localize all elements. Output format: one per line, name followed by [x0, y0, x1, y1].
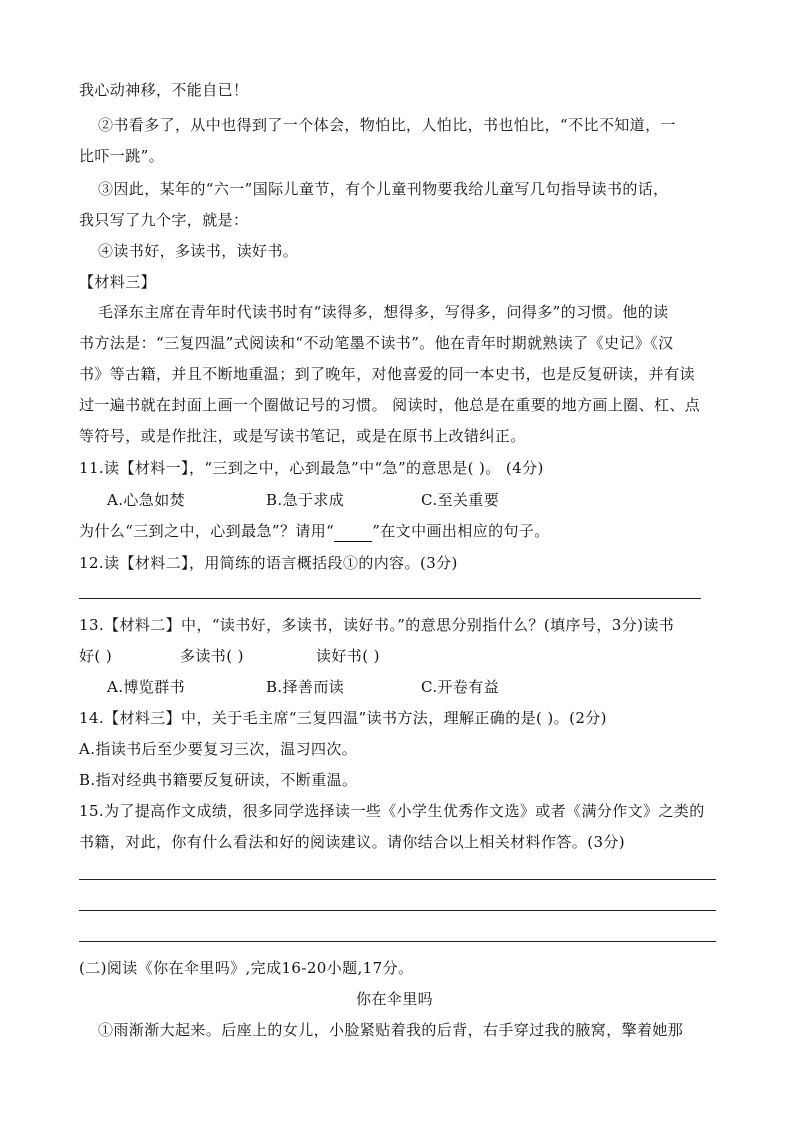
q11-option-b: B.急于求成	[266, 491, 345, 509]
q11-follow-text-b: ”在文中画出相应的句子。	[372, 522, 550, 540]
question-15-line-2: 书籍，对此，你有什么看法和好的阅读建议。请你结合以上相关材料作答。(3分)	[79, 833, 626, 851]
q14-option-b: B.指对经典书籍要反复研读，不断重温。	[79, 771, 358, 789]
q13-option-c: C.开卷有益	[421, 678, 500, 696]
q15-answer-line-2[interactable]	[79, 910, 716, 911]
q11-option-a: A.心急如焚	[107, 491, 186, 509]
underline-sample	[334, 521, 372, 542]
q11-follow-text-a: 为什么“三到之中，心到最急”？请用“	[79, 522, 335, 540]
q13-blank-1: 好( )	[79, 647, 113, 665]
paragraph-4: ④读书好，多读书，读好书。	[98, 242, 299, 260]
section-2-heading: (二)阅读《你在伞里吗》,完成16-20小题,17分。	[79, 959, 414, 977]
q15-answer-line-1[interactable]	[79, 879, 716, 880]
material-3-line-2: 书方法是：“三复四温”式阅读和“不动笔墨不读书”。他在青年时期就熟读了《史记》《汉	[79, 334, 674, 352]
question-11-follow-up	[79, 521, 550, 542]
material-3-heading: 【材料三】	[79, 273, 157, 291]
paragraph-continuation: 我心动神移，不能自已！	[79, 81, 249, 99]
material-3-line-1: 毛泽东主席在青年时代读书时有“读得多，想得多，写得多，问得多”的习惯。他的读	[98, 303, 669, 321]
question-11: 11.读【材料一】，“三到之中，心到最急”中“急”的意思是( )。 (4分)	[79, 459, 544, 477]
story-paragraph-1: ①雨渐渐大起来。后座上的女儿，小脸紧贴着我的后背，右手穿过我的腋窝，擎着她那	[98, 1021, 684, 1039]
question-14: 14.【材料三】中，关于毛主席“三复四温”读书方法，理解正确的是( )。(2分)	[79, 709, 607, 727]
paragraph-3-line-2: 我只写了九个字，就是：	[79, 211, 249, 229]
q13-blank-3: 读好书( )	[316, 647, 380, 665]
q13-blank-2: 多读书( )	[180, 647, 244, 665]
paragraph-2-line-2: 比吓一跳”。	[79, 147, 165, 165]
q14-option-a: A.指读书后至少要复习三次，温习四次。	[79, 740, 358, 758]
q11-option-c: C.至关重要	[421, 491, 500, 509]
question-15-line-1: 15.为了提高作文成绩，很多同学选择读一些《小学生优秀作文选》或者《满分作文》之类的	[79, 802, 705, 820]
q13-option-b: B.择善而读	[266, 678, 345, 696]
material-3-line-3: 书》等古籍，并且不断地重温；到了晚年，对他喜爱的同一本史书，也是反复研读，并有读	[79, 365, 696, 383]
material-3-line-4: 过一遍书就在封面上画一个圈做记号的习惯。 阅读时，他总是在重要的地方画上圈、杠、点	[79, 396, 701, 414]
question-12: 12.读【材料二】，用简练的语言概括段①的内容。(3分)	[79, 554, 458, 572]
story-title: 你在伞里吗	[356, 990, 434, 1008]
paragraph-3-line-1: ③因此，某年的“六一”国际儿童节，有个儿童刊物要我给儿童写几句指导读书的话，	[98, 180, 669, 198]
paragraph-2-line-1: ②书看多了，从中也得到了一个体会，物怕比，人怕比，书也怕比，“不比不知道，一	[98, 116, 676, 134]
material-3-line-5: 等符号，或是作批注，或是写读书笔记，或是在原书上改错纠正。	[79, 427, 526, 445]
q13-option-a: A.博览群书	[107, 678, 186, 696]
question-13-line-1: 13.【材料二】中，“读书好，多读书，读好书。”的意思分别指什么？(填序号，3分)读书	[79, 616, 675, 634]
q15-answer-line-3[interactable]	[79, 941, 716, 942]
q12-answer-line[interactable]	[79, 598, 701, 599]
